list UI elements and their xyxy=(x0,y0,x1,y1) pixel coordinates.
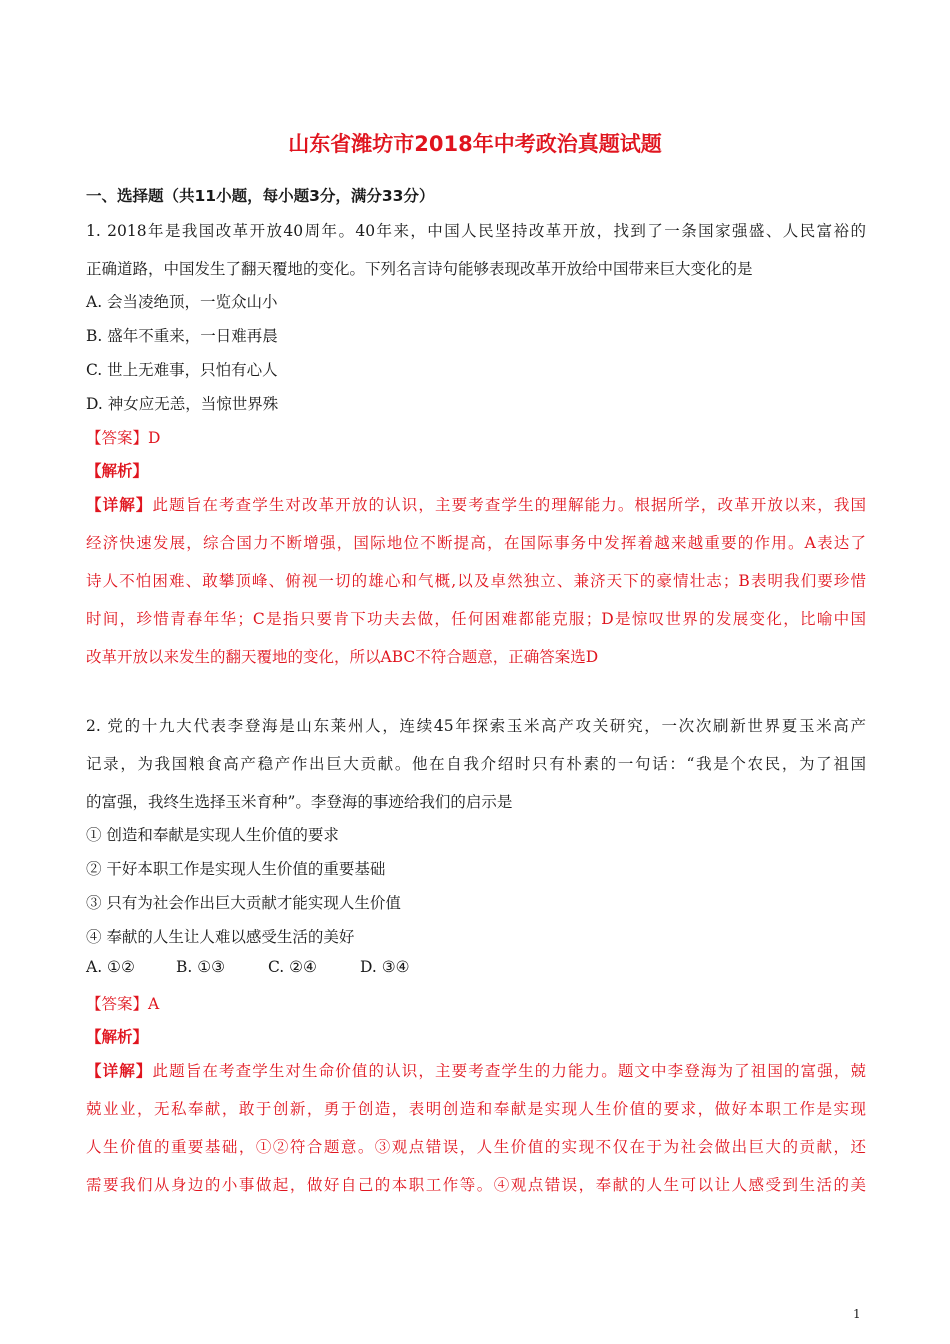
q1-option-a: A. 会当凌绝顶，一览众山小 xyxy=(86,293,278,311)
q2-detail-line-1 xyxy=(86,1059,866,1081)
q2-detail-label: 【详解】 xyxy=(86,1061,153,1080)
q2-option-d: D. ③④ xyxy=(360,958,410,976)
q2-option-b: B. ①③ xyxy=(176,958,226,976)
q1-detail-line-5: 改革开放以来发生的翻天覆地的变化，所以ABC不符合题意，正确答案选D xyxy=(86,648,599,666)
q1-detail-text-1: 此题旨在考查学生对改革开放的认识，主要考查学生的理解能力。根据所学，改革开放以来，我国 xyxy=(152,496,866,514)
q2-answer-label: 【答案】 xyxy=(86,995,149,1013)
q2-statement-2: ② 干好本职工作是实现人生价值的重要基础 xyxy=(86,860,386,878)
q1-option-c: C. 世上无难事，只怕有心人 xyxy=(86,361,278,379)
q1-answer xyxy=(86,426,160,448)
q1-detail-line-4: 时间，珍惜青春年华；C是指只要肯下功夫去做，任何困难都能克服；D是惊叹世界的发展变化，比喻中国 xyxy=(86,610,866,628)
q2-answer-value: A xyxy=(148,995,160,1013)
q1-option-d: D. 神女应无恙，当惊世界殊 xyxy=(86,395,279,413)
page-number: 1 xyxy=(853,1307,861,1321)
q1-stem-line-1: 1. 2018年是我国改革开放40周年。40年来，中国人民坚持改革开放，找到了一条国家强盛、人民富裕的 xyxy=(86,222,866,240)
q2-statement-3: ③ 只有为社会作出巨大贡献才能实现人生价值 xyxy=(86,894,401,912)
q2-detail-line-2: 兢业业，无私奉献，敢于创新，勇于创造，表明创造和奉献是实现人生价值的要求，做好本职工作是实现 xyxy=(86,1100,866,1118)
q1-detail-label: 【详解】 xyxy=(86,495,153,514)
q2-stem-line-2: 记录，为我国粮食高产稳产作出巨大贡献。他在自我介绍时只有朴素的一句话：“我是个农民，为了祖国 xyxy=(86,755,866,773)
q2-stem-line-1: 2. 党的十九大代表李登海是山东莱州人，连续45年探索玉米高产攻关研究，一次次刷新世界夏玉米高产 xyxy=(86,717,866,735)
q2-option-a: A. ①② xyxy=(86,958,135,976)
q1-answer-value: D xyxy=(148,429,161,447)
section-heading: 一、选择题（共11小题，每小题3分，满分33分） xyxy=(86,187,435,205)
q2-analysis-label: 【解析】 xyxy=(86,1027,149,1046)
q2-statement-1: ① 创造和奉献是实现人生价值的要求 xyxy=(86,826,339,844)
q2-answer xyxy=(86,992,159,1014)
q2-options xyxy=(86,958,410,976)
q1-answer-label: 【答案】 xyxy=(86,429,149,447)
q2-statement-4: ④ 奉献的人生让人难以感受生活的美好 xyxy=(86,928,355,946)
q1-stem-line-2: 正确道路，中国发生了翻天覆地的变化。下列名言诗句能够表现改革开放给中国带来巨大变化的是 xyxy=(86,260,753,278)
q2-option-c: C. ②④ xyxy=(268,958,317,976)
q2-detail-line-3: 人生价值的重要基础，①②符合题意。③观点错误，人生价值的实现不仅在于为社会做出巨大的贡献，还 xyxy=(86,1138,866,1156)
q2-detail-text-1: 此题旨在考查学生对生命价值的认识，主要考查学生的力能力。题文中李登海为了祖国的富强，兢 xyxy=(152,1062,866,1080)
q2-stem-line-3: 的富强，我终生选择玉米育种”。李登海的事迹给我们的启示是 xyxy=(86,793,513,811)
q1-option-b: B. 盛年不重来，一日难再晨 xyxy=(86,327,278,345)
q2-detail-line-4: 需要我们从身边的小事做起，做好自己的本职工作等。④观点错误，奉献的人生可以让人感受到生活的美 xyxy=(86,1176,866,1194)
q1-analysis-label: 【解析】 xyxy=(86,461,149,480)
q1-detail-line-2: 经济快速发展，综合国力不断增强，国际地位不断提高，在国际事务中发挥着越来越重要的作用。A表达了 xyxy=(86,534,866,552)
page-title: 山东省潍坊市2018年中考政治真题试题 xyxy=(288,132,662,156)
q1-detail-line-1 xyxy=(86,493,866,515)
q1-detail-line-3: 诗人不怕困难、敢攀顶峰、俯视一切的雄心和气概,以及卓然独立、兼济天下的豪情壮志；B表明我们要珍惜 xyxy=(86,572,866,590)
